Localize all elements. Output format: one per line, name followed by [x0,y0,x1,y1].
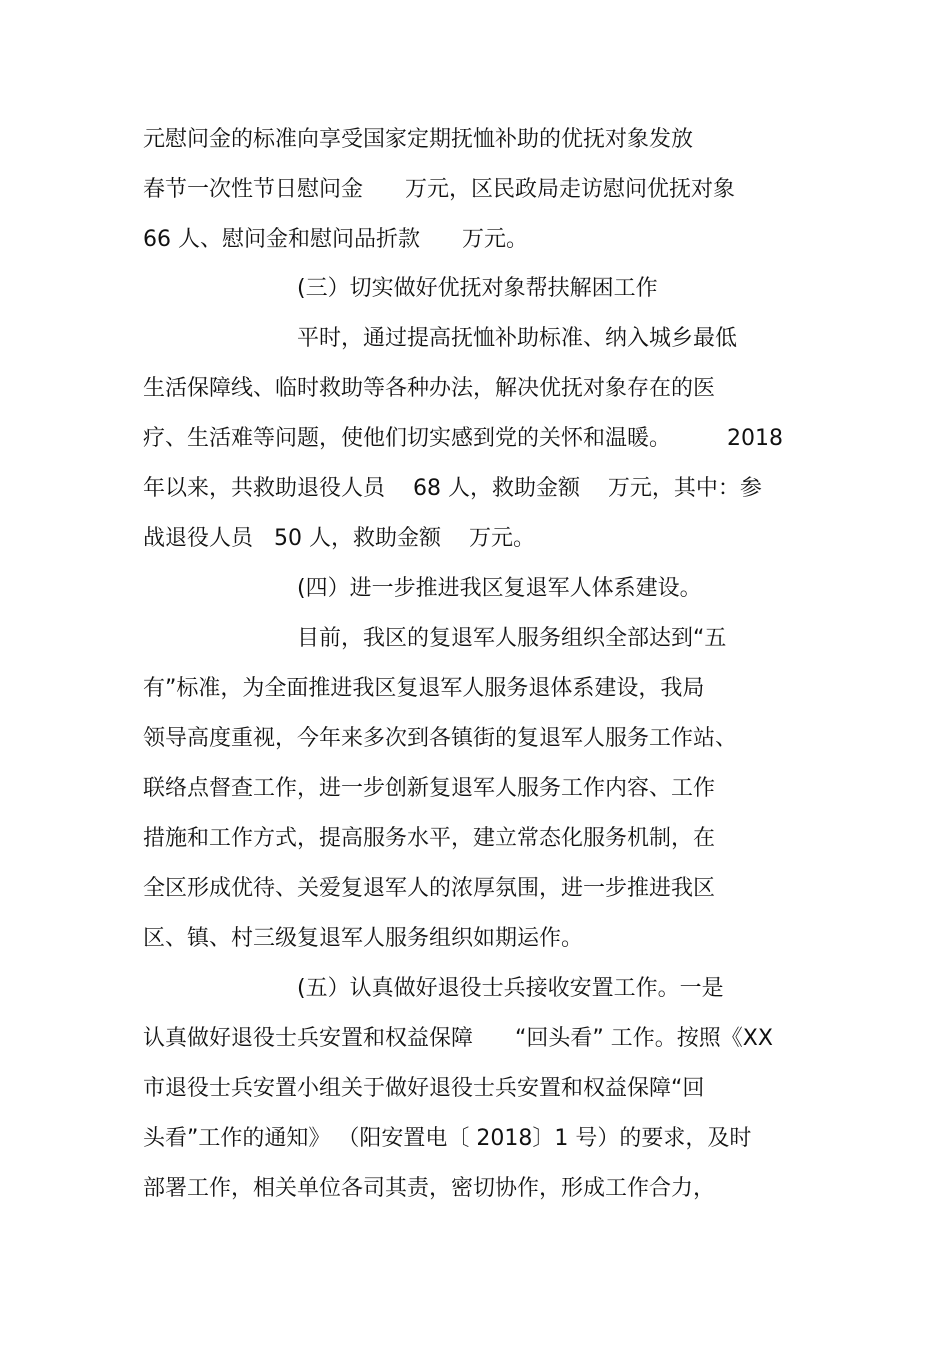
text-line: 领导高度重视，今年来多次到各镇街的复退军人服务工作站、 [143,726,738,751]
text-line: 疗、生活难等问题，使他们切实感到党的关怀和温暖。 2018 [143,426,783,451]
text-line: 春节一次性节日慰问金 万元，区民政局走访慰问优抚对象 [143,177,735,202]
paragraph-first-line: 目前，我区的复退军人服务组织全部达到“五 [297,626,727,651]
text-line: 市退役士兵安置小组关于做好退役士兵安置和权益保障“回 [143,1076,705,1101]
text-line: 年以来，共救助退役人员 68 人，救助金额 万元，其中：参 [143,476,762,501]
text-line: 认真做好退役士兵安置和权益保障 “回头看” 工作。按照《XX [143,1026,773,1051]
paragraph-first-line: 平时，通过提高抚恤补助标准、纳入城乡最低 [297,326,738,351]
text-line: 全区形成优待、关爱复退军人的浓厚氛围，进一步推进我区 [143,876,716,901]
text-line: 头看”工作的通知》 （阳安置电〔 2018〕1 号）的要求，及时 [143,1126,752,1151]
text-line: 联络点督查工作，进一步创新复退军人服务工作内容、工作 [143,776,716,801]
text-line: 战退役人员 50 人，救助金额 万元。 [143,526,535,551]
section-heading: (五）认真做好退役士兵接收安置工作。一是 [297,976,724,1001]
text-line: 生活保障线、临时救助等各种办法，解决优抚对象存在的医 [143,376,716,401]
section-heading: (四）进一步推进我区复退军人体系建设。 [297,576,702,601]
text-line: 66 人、慰问金和慰问品折款 万元。 [143,227,528,252]
text-line: 部署工作，相关单位各司其责，密切协作，形成工作合力， [143,1176,716,1201]
text-line: 区、镇、村三级复退军人服务组织如期运作。 [143,926,584,951]
text-line: 元慰问金的标准向享受国家定期抚恤补助的优抚对象发放 [143,127,694,152]
section-heading: (三）切实做好优抚对象帮扶解困工作 [297,276,658,301]
text-line: 措施和工作方式，提高服务水平，建立常态化服务机制，在 [143,826,716,851]
text-line: 有”标准，为全面推进我区复退军人服务退体系建设，我局 [143,676,705,701]
